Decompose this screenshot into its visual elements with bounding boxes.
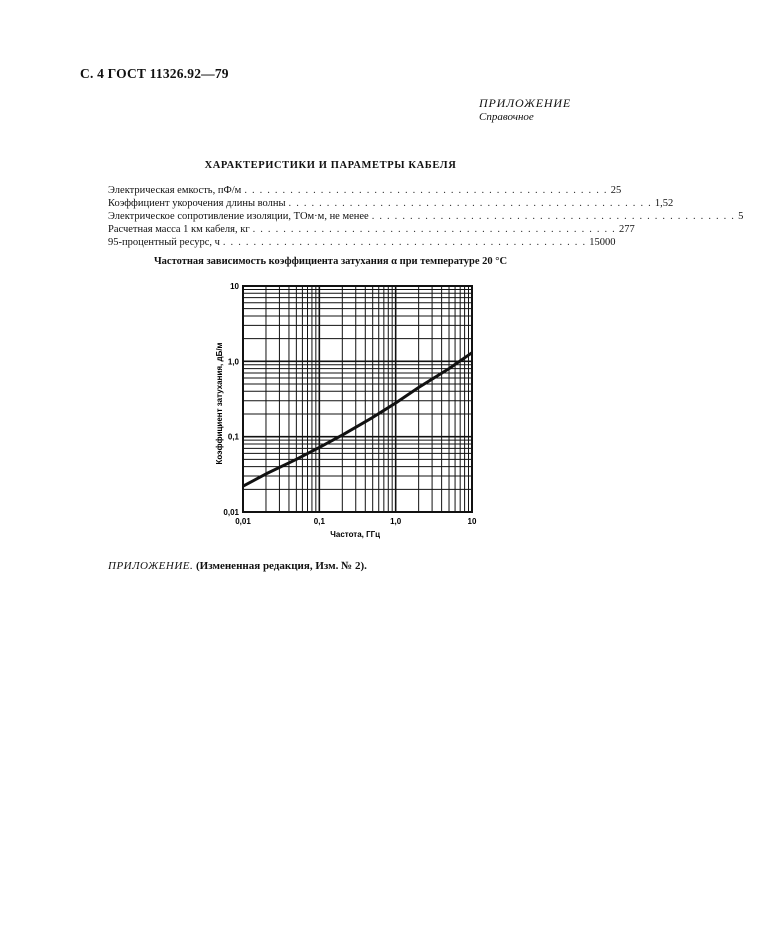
parameter-row (108, 236, 616, 249)
appendix-subtitle: Справочное (479, 111, 534, 123)
chart-grid (243, 286, 472, 512)
leader-dots: . . . . . . . . . . . . . . . . . . . . . . . . . . . . . . . . . . . . . . . . . . . . . . . . (288, 198, 652, 209)
y-tick-label: 0,01 (223, 508, 239, 517)
y-tick-label: 0,1 (227, 432, 239, 442)
section-title: ХАРАКТЕРИСТИКИ И ПАРАМЕТРЫ КАБЕЛЯ (204, 160, 457, 171)
x-tick-label: 0,1 (313, 517, 325, 526)
parameter-row (108, 210, 744, 223)
x-tick-label: 0,01 (235, 517, 251, 526)
parameter-value: 1,52 (654, 198, 674, 209)
parameter-name: Электрическое сопротивление изоляции, ТОм·м, не менее (108, 211, 369, 222)
leader-dots: . . . . . . . . . . . . . . . . . . . . . . . . . . . . . . . . . . . . . . . . . . . . . . . . (222, 237, 587, 248)
appendix-block (479, 96, 571, 123)
appendix-title: ПРИЛОЖЕНИЕ (479, 96, 571, 110)
x-tick-label: 1,0 (390, 517, 402, 526)
parameter-value: 25 (610, 185, 622, 196)
footnote-revision: (Измененная редакция, Изм. № 2). (195, 560, 367, 572)
parameter-name: Коэффициент укорочения длины волны (108, 198, 286, 209)
y-tick-label: 10 (230, 282, 239, 291)
attenuation-chart (200, 278, 490, 540)
plot-frame (243, 286, 472, 512)
parameter-row (108, 223, 635, 236)
leader-dots: . . . . . . . . . . . . . . . . . . . . . . . . . . . . . . . . . . . . . . . . . . . . . . . . (244, 185, 608, 196)
footnote (108, 560, 367, 572)
parameter-name: Расчетная масса 1 км кабеля, кг (108, 224, 250, 235)
parameter-name: Электрическая емкость, пФ/м (108, 185, 242, 196)
chart-title: Частотная зависимость коэффициента затухания α при температуре 20 °С (153, 256, 508, 267)
parameter-name: 95-процентный ресурс, ч (108, 237, 220, 248)
x-tick-label: 10 (467, 517, 477, 526)
parameter-row (108, 197, 674, 210)
parameter-value: 277 (619, 224, 635, 235)
page-header: С. 4 ГОСТ 11326.92—79 (80, 66, 229, 81)
y-tick-label: 1,0 (227, 357, 239, 367)
parameter-row (108, 184, 622, 197)
leader-dots: . . . . . . . . . . . . . . . . . . . . . . . . . . . . . . . . . . . . . . . . . . . . . . . . (252, 224, 616, 235)
footnote-label: ПРИЛОЖЕНИЕ. (108, 560, 194, 572)
parameter-value: 5 (738, 211, 744, 222)
y-axis-label: Коэффициент затухания, дБ/м (215, 342, 224, 465)
leader-dots: . . . . . . . . . . . . . . . . . . . . . . . . . . . . . . . . . . . . . . . . . . . . . . . . (371, 211, 736, 222)
x-axis-label: Частота, ГГц (330, 530, 381, 539)
parameter-list (108, 184, 744, 249)
parameter-value: 15000 (589, 237, 616, 248)
